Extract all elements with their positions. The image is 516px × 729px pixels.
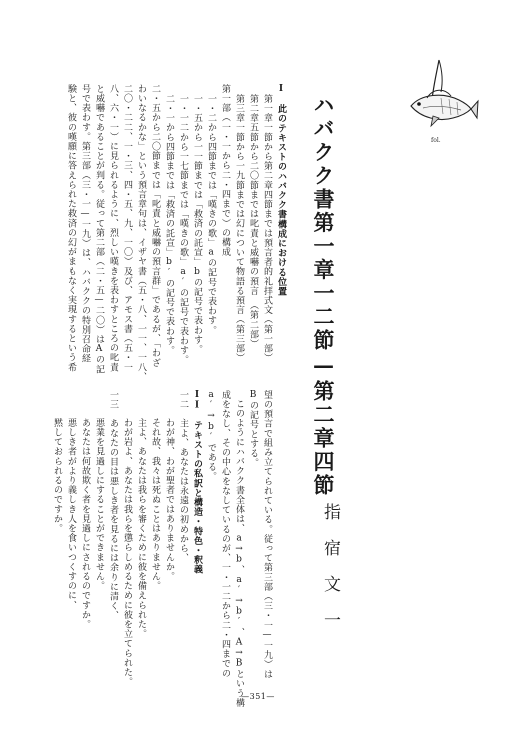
text-column: a′→b′である。 xyxy=(206,390,216,482)
text-column: このようにハバクク書全体は、a→b、a′→b′、A→Bという構 xyxy=(234,399,244,708)
text-column: 望の預言で組み立てられている。従って第三部（三・一—一九）は xyxy=(262,390,272,679)
text-column: 成をなし、その中心をなしているのが、一・一二から二・四までの xyxy=(220,390,230,678)
text-column: Bの記号とする。 xyxy=(248,390,258,468)
fish-caption: fol. xyxy=(431,137,441,144)
text-column: 第三章一節から一九節までは幻について物語る預言（第三部） xyxy=(234,94,244,363)
text-column: 悪しき者がより義しき人を食いつくすのに、 xyxy=(66,418,76,610)
text-column: 第一章一節から第二章四節までは預言者的礼拝式文（第一部） xyxy=(262,94,272,363)
text-column: 一二 主よ、あなたは永遠の初めから、 xyxy=(178,390,188,563)
text-column: 二・五から二〇節までは「叱責と威嚇の預言群」であるが、「わざ xyxy=(150,84,160,368)
text-column: わが岩よ、あなたは我らを懲らしめるために彼を立てられた。 xyxy=(122,418,132,687)
text-column: あなたは何故欺く者を見過しにされるのですか。 xyxy=(80,418,90,630)
text-column: 悪業を見過しにすることができません。 xyxy=(94,418,104,591)
text-column: わいなるかな」という預言章句は、イザヤ書（五・八、一一、一八、 xyxy=(136,84,146,382)
text-column: I 此のテキストのハバクク書構成における位置 xyxy=(276,84,286,297)
text-column: と威嚇であることが判る。従って第二部（二・五—二〇）はAの記 xyxy=(94,84,104,374)
author-name: 指宿文一 xyxy=(320,503,340,647)
text-column: 二〇・二二、一・三、四・五、九、一〇）及び、アモス書（五・一 xyxy=(122,84,132,372)
text-column: 第一部（一・一から二・四まで）の構成 xyxy=(220,84,230,257)
text-column: 黙しておられるのですか。 xyxy=(52,418,62,534)
text-column: 第二章五節から二〇節までは叱責と威嚇の預言 （第二部） xyxy=(248,94,258,349)
page-number: —351— xyxy=(241,692,275,701)
text-column: 主よ、あなたは我らを審くために彼を備えられた。 xyxy=(136,418,146,639)
text-column: 一三 あなたの目は悪しき者を見るには余りに清く、 xyxy=(108,390,118,621)
text-column: II テキストの私訳と構造・特色・釈義 xyxy=(192,390,202,575)
text-column: 号で表わす。第三部（三・一—一九）は、ハバククの特別召命経 xyxy=(80,84,90,364)
text-column: 二・一から四節までは「救済の託宣」b′の記号で表わす。 xyxy=(164,94,174,356)
text-column: 八、六・一）に見られるように、烈しい嘆きを表わすところの叱責 xyxy=(108,84,118,372)
text-column: わが神、わが聖者ではありませんか。 xyxy=(164,418,174,582)
text-column: 験と、彼の嘆願に答えられた救済の幻がまもなく実現するという希 xyxy=(66,84,76,372)
text-column: 一・二から四節までは「嘆きの歌」aの記号で表わす。 xyxy=(206,94,216,335)
text-column: それ故、我々は死ぬことはありません。 xyxy=(150,418,160,591)
fish-illustration xyxy=(405,58,479,148)
article-title: ハバクク書第一章一二節—第二章四節 xyxy=(311,94,336,498)
text-column: 一・五から一一節までは「救済の託宣」bの記号で表わす。 xyxy=(192,94,202,355)
text-column: 一・一二から一七節までは「嘆きの歌」a′の記号で表わす。 xyxy=(178,94,188,365)
